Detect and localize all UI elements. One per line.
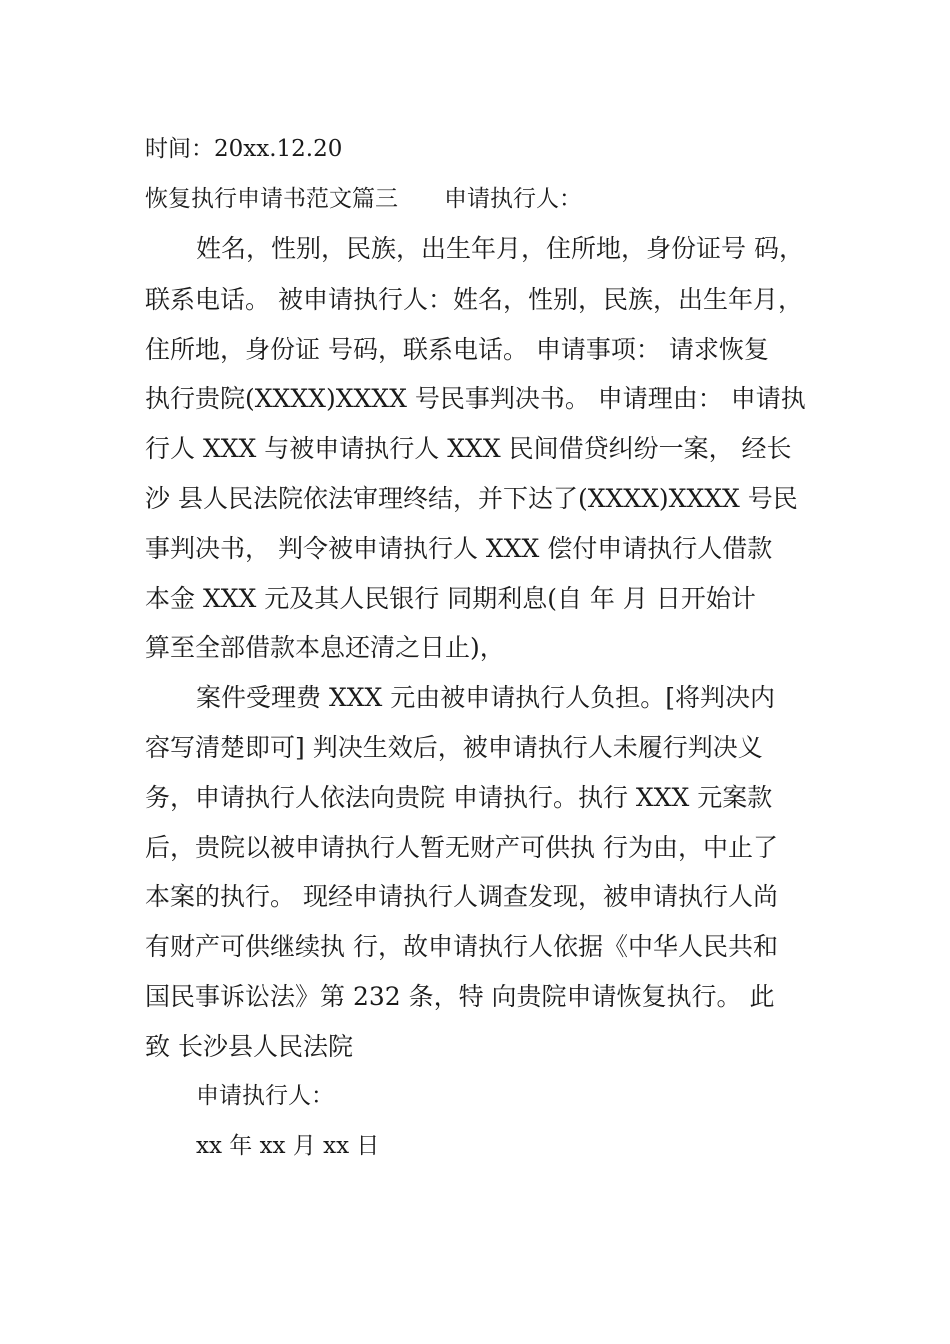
body-line: 住所地，身份证 号码，联系电话。 申请事项： 请求恢复 <box>145 335 769 364</box>
body-line: 联系电话。 被申请执行人：姓名，性别，民族，出生年月， <box>145 285 803 314</box>
body-line: 后，贵院以被申请执行人暂无财产可供执 行为由，中止了 <box>145 833 778 862</box>
body-line: 算至全部借款本息还清之日止)， <box>145 633 505 662</box>
body-line: 本金 XXX 元及其人民银行 同期利息(自 年 月 日开始计 <box>145 584 756 613</box>
body-line: 务，申请执行人依法向贵院 申请执行。执行 XXX 元案款 <box>145 783 773 812</box>
document-heading-line: 恢复执行申请书范文篇三 申请执行人： <box>145 186 582 212</box>
body-line: 姓名，性别，民族，出生年月，住所地，身份证号 码， <box>196 234 804 263</box>
body-line: 案件受理费 XXX 元由被申请执行人负担。[将判决内 <box>196 683 776 712</box>
addressee-line: 致 长沙县人民法院 <box>145 1032 353 1061</box>
body-line: 沙 县人民法院依法审理终结，并下达了(XXXX)XXXX 号民 <box>145 484 798 513</box>
body-line: 有财产可供继续执 行，故申请执行人依据《中华人民共和 <box>145 932 778 961</box>
body-line: 执行贵院(XXXX)XXXX 号民事判决书。 申请理由： 申请执 <box>145 384 806 413</box>
body-line: 事判决书， 判令被申请执行人 XXX 偿付申请执行人借款 <box>145 534 773 563</box>
signature-date: xx 年 xx 月 xx 日 <box>196 1133 380 1159</box>
signature-label: 申请执行人： <box>196 1083 334 1109</box>
body-line: 国民事诉讼法》第 232 条，特 向贵院申请恢复执行。 此 <box>145 982 775 1011</box>
body-line: 行人 XXX 与被申请执行人 XXX 民间借贷纠纷一案， 经长 <box>145 434 792 463</box>
body-line: 容写清楚即可] 判决生效后，被申请执行人未履行判决义 <box>145 733 763 762</box>
body-line: 本案的执行。 现经申请执行人调查发现，被申请执行人尚 <box>145 882 778 911</box>
date-line: 时间：20xx.12.20 <box>145 136 343 162</box>
